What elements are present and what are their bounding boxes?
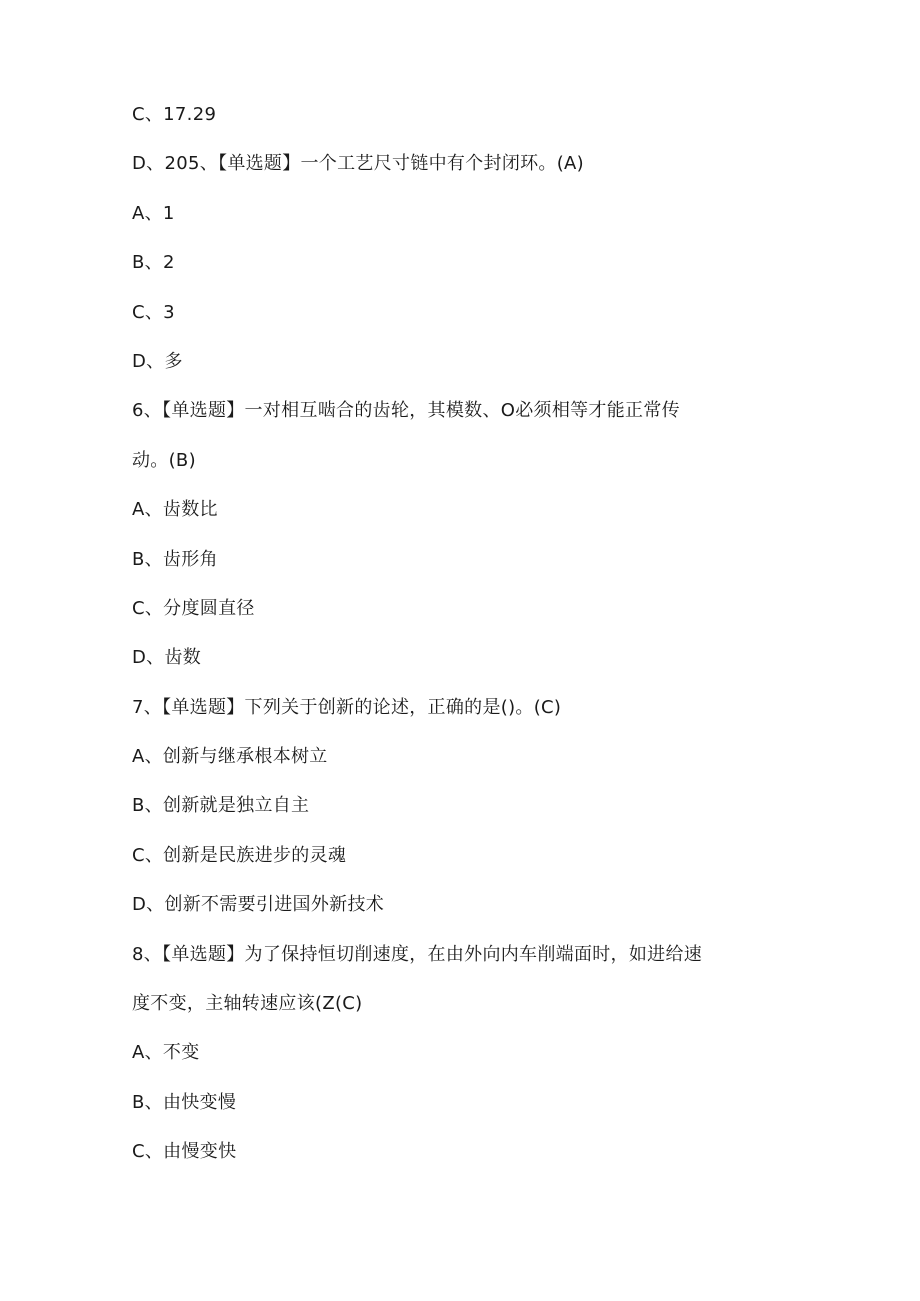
option-line: D、多 bbox=[132, 350, 183, 372]
option-line: A、创新与继承根本树立 bbox=[132, 746, 328, 768]
option-line: C、3 bbox=[132, 301, 175, 323]
option-line: A、不变 bbox=[132, 1042, 200, 1064]
question-line: 6、【单选题】一对相互啮合的齿轮，其模数、O必须相等才能正常传 bbox=[132, 400, 680, 422]
option-line: D、创新不需要引进国外新技术 bbox=[132, 894, 385, 916]
option-line: B、齿形角 bbox=[132, 548, 218, 570]
question-line: D、205、【单选题】一个工艺尺寸链中有个封闭环。(A) bbox=[132, 153, 584, 175]
question-line-continued: 度不变，主轴转速应该(Z(C) bbox=[132, 993, 363, 1015]
option-line: A、1 bbox=[132, 202, 175, 224]
option-line: C、17.29 bbox=[132, 104, 217, 125]
option-line: C、创新是民族进步的灵魂 bbox=[132, 844, 347, 866]
question-text-block bbox=[132, 97, 812, 1184]
option-line: C、由慢变快 bbox=[132, 1141, 237, 1163]
option-line: B、由快变慢 bbox=[132, 1091, 237, 1113]
question-line: 8、【单选题】为了保持恒切削速度，在由外向内车削端面时，如进给速 bbox=[132, 943, 703, 965]
option-line: B、创新就是独立自主 bbox=[132, 795, 310, 817]
option-line: D、齿数 bbox=[132, 647, 202, 669]
question-line-continued: 动。(B) bbox=[132, 449, 196, 471]
question-line: 7、【单选题】下列关于创新的论述，正确的是()。(C) bbox=[132, 696, 562, 718]
option-line: C、分度圆直径 bbox=[132, 597, 255, 619]
option-line: A、齿数比 bbox=[132, 499, 218, 521]
option-line: B、2 bbox=[132, 252, 175, 274]
